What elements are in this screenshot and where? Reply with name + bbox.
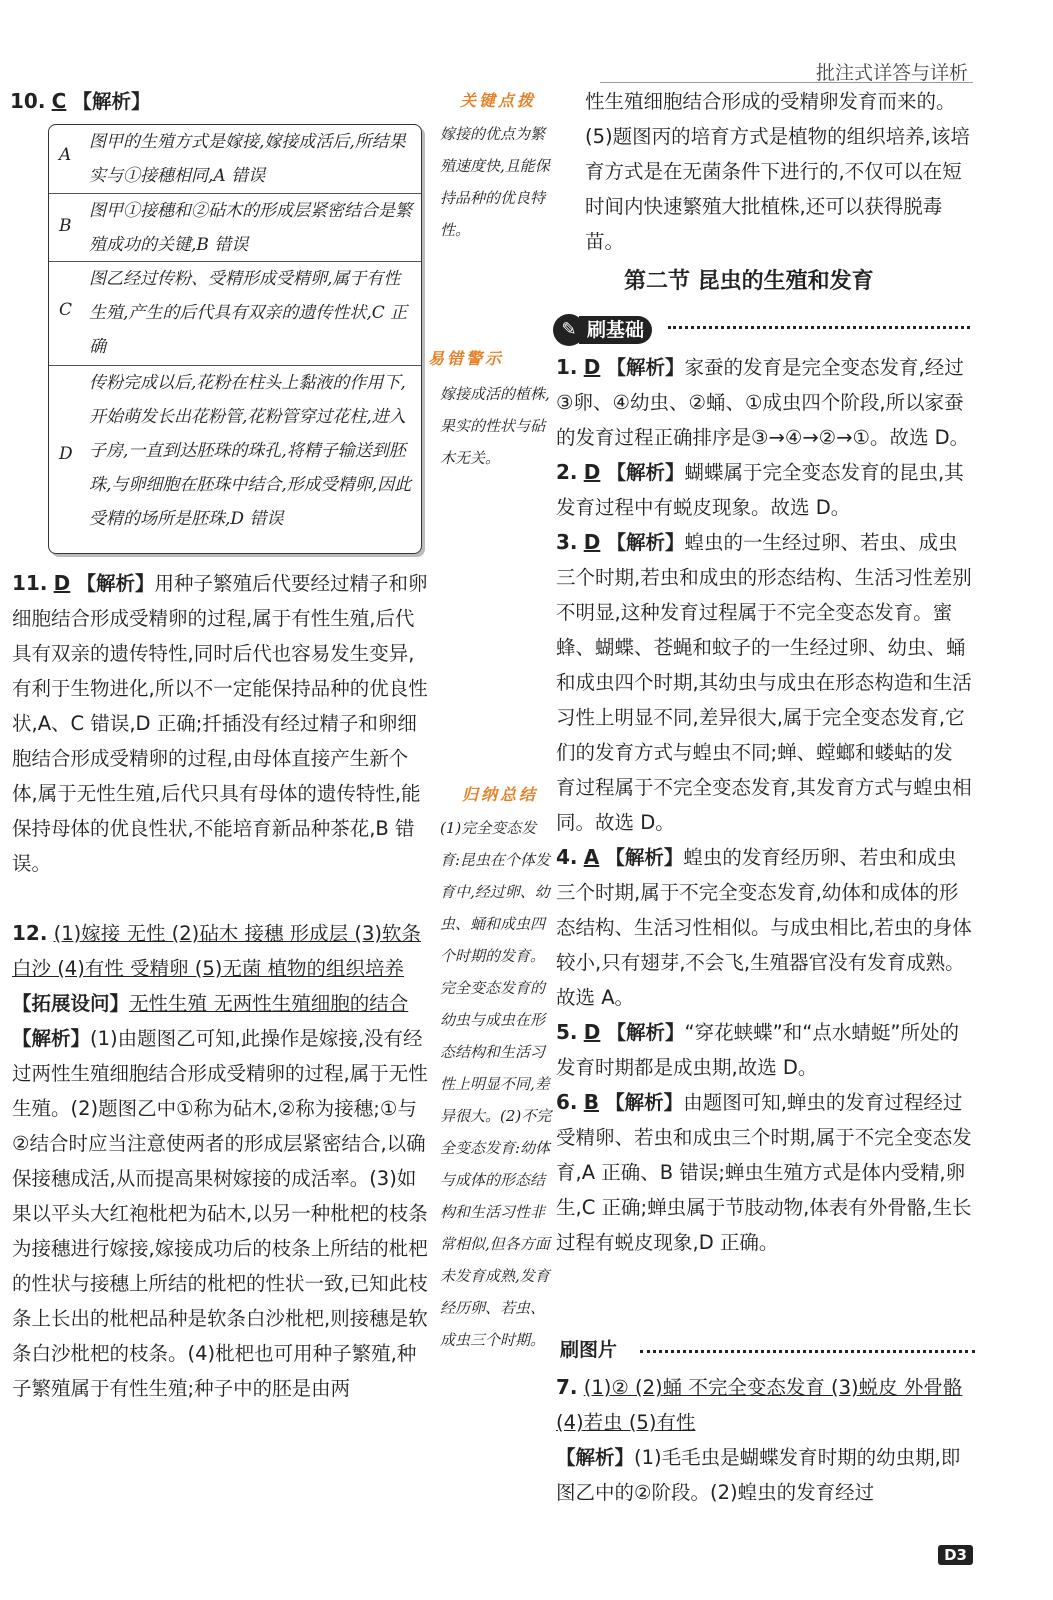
q-number: 6.: [556, 1090, 578, 1114]
q11-text: 用种子繁殖后代要经过精子和卵细胞结合形成受精卵的过程,属于有性生殖,后代具有双亲的遗传特性,同时后代也容易发生变异,有利于生物进化,所以不一定能保持品种的优良性状,A、C 错误,D 正确;扦插没有经过精子和卵细胞结合形成受精卵的过程,由母体直接产生新个体,属于无性生殖,后代只具有母体的遗传特性,能保持母体的优良性状,不能培育新品种茶花,B 错误。: [12, 572, 428, 875]
q12-text: (1)由题图乙可知,此操作是嫁接,没有经过两性生殖细胞结合形成受精卵的过程,属于无性生殖。(2)题图乙中①称为砧木,②称为接穗;①与②结合时应当注意使两者的形成层紧密结合,以确保接穗成活,从而提高果树嫁接的成活率。(3)如果以平头大红袍枇杷为砧木,以另一种枇杷的枝条为接穗进行嫁接,嫁接成功后的枝条上所结的枇杷的性状与接穗上所结的枇杷的性状一致,已知此枝条上长出的枇杷品种是软条白沙枇杷,则接穗是软条白沙枇杷的枝条。(4)枇杷也可用种子繁殖,种子繁殖属于有性生殖;种子中的胚是由两: [12, 1027, 428, 1400]
q-answer: B: [583, 1090, 599, 1114]
q10-row-c: [49, 261, 421, 366]
right-questions: [556, 350, 972, 1260]
q5-block: [556, 1015, 972, 1085]
q1-block: [556, 350, 972, 455]
q12-block: [12, 916, 430, 1406]
q-answer: D: [583, 355, 601, 379]
q12-answer: (1)嫁接 无性 (2)砧木 接穗 形成层 (3)软条白沙 (4)有性 受精卵 (5)无菌 植物的组织培养: [12, 922, 421, 980]
q7-tag: 【解析】: [556, 1446, 635, 1469]
q-tag: 【解析】: [605, 1091, 684, 1114]
q12-extension: 无性生殖 无两性生殖细胞的结合: [129, 992, 409, 1015]
header-rule: [600, 82, 973, 83]
q-text: “穿花蛱蝶”和“点水蜻蜓”所处的发育时期都是成虫期,故选 D。: [556, 1021, 959, 1079]
q-answer: D: [583, 460, 601, 484]
q7-block: [556, 1370, 972, 1510]
badge-shuajichu: [553, 314, 668, 346]
q12-extension-tag: 【拓展设问】: [12, 992, 130, 1015]
page-number: D3: [938, 1545, 973, 1565]
row-label: A: [59, 145, 72, 165]
row-label: B: [59, 216, 72, 236]
q2-block: [556, 455, 972, 525]
q10-row-b: [49, 193, 421, 262]
dotted-rule: [668, 326, 970, 329]
row-label: D: [59, 444, 73, 464]
q-text: 蝴蝶属于完全变态发育的昆虫,其发育过程中有蜕皮现象。故选 D。: [556, 461, 964, 519]
q11-block: [12, 566, 430, 881]
side-note-1-text: 嫁接的优点为繁殖速度快,且能保持品种的优良特性。: [440, 125, 550, 239]
shuatupian-label: 刷图片: [560, 1339, 618, 1361]
q-text: 蝗虫的一生经过卵、若虫、成虫三个时期,若虫和成虫的形态结构、生活习性差别不明显,这种发育过程属于不完全变态发育。蜜蜂、蝴蝶、苍蝇和蚊子的一生经过卵、幼虫、蛹和成虫四个时期,其幼虫与成虫在形态构造和生活习性上明显不同,差异很大,属于完全变态发育,它们的发育方式与蝗虫不同;蝉、螳螂和蝼蛄的发育过程属于不完全变态发育,其发育方式与蝗虫相同。故选 D。: [556, 531, 972, 834]
q10-table: [48, 124, 422, 554]
q7-text: (1)毛毛虫是蝴蝶发育时期的幼虫期,即图乙中的②阶段。(2)蝗虫的发育经过: [556, 1446, 961, 1504]
q11-tag: 【解析】: [76, 572, 155, 595]
q12-tag: 【解析】: [12, 1027, 91, 1050]
q12-number: 12.: [12, 921, 48, 945]
side-note-2-title: 易错警示: [428, 349, 505, 368]
q3-block: [556, 525, 972, 840]
q4-block: [556, 840, 972, 1015]
q-text: 蝗虫的发育经历卵、若虫和成虫三个时期,属于不完全变态发育,幼体和成体的形态结构、生活习性相似。与成虫相比,若虫的身体较小,只有翅芽,不会飞,生殖器官没有发育成熟。故选 A。: [556, 846, 972, 1009]
pen-icon: ✎: [553, 314, 585, 346]
q-number: 3.: [556, 530, 578, 554]
q-text: 家蚕的发育是完全变态发育,经过③卵、④幼虫、②蛹、①成虫四个阶段,所以家蚕的发育过程正确排序是③→④→②→①。故选 D。: [556, 356, 970, 449]
q11-answer: D: [53, 571, 71, 595]
row-text: 图乙经过传粉、受精形成受精卵,属于有性生殖,产生的后代具有双亲的遗传性状,C 正确: [89, 269, 408, 357]
q-tag: 【解析】: [606, 1021, 685, 1044]
side-note-3-text: (1)完全变态发育:昆虫在个体发育中,经过卵、幼虫、蛹和成虫四个时期的发育。完全变态发育的幼虫与成虫在形态结构和生活习性上明显不同,差异很大。(2)不完全变态发育:幼体与成体的形态结构和生活习性非常相似,但各方面未发育成熟,发育经历卵、若虫、成虫三个时期。: [440, 819, 552, 1349]
q10-heading: [10, 84, 151, 119]
q10-answer: C: [51, 89, 67, 113]
running-header: 批注式详答与详析: [815, 62, 968, 84]
q10-number: 10.: [10, 89, 46, 113]
row-text: 图甲①接穗和②砧木的形成层紧密结合是繁殖成功的关键,B 错误: [89, 201, 412, 255]
q7-number: 7.: [556, 1375, 578, 1399]
badge-label: 刷基础: [579, 316, 652, 344]
q-number: 5.: [556, 1020, 578, 1044]
q11-number: 11.: [12, 571, 48, 595]
q-number: 1.: [556, 355, 578, 379]
row-label: C: [59, 300, 73, 320]
side-note-2-text: 嫁接成活的植株,果实的性状与砧木无关。: [440, 385, 550, 467]
q-tag: 【解析】: [605, 846, 684, 869]
row-text: 图甲的生殖方式是嫁接,嫁接成活后,所结果实与①接穗相同,A 错误: [89, 132, 406, 186]
q-text: 由题图可知,蝉虫的发育过程经过受精卵、若虫和成虫三个时期,属于不完全变态发育,A 正确、B 错误;蝉虫生殖方式是体内受精,卵生,C 正确;蝉虫属于节肢动物,体表有外骨骼,生长过程有蜕皮现象,D 正确。: [556, 1091, 972, 1254]
dotted-rule-2: [640, 1350, 975, 1353]
q-tag: 【解析】: [606, 531, 685, 554]
q7-answer: (1)② (2)蛹 不完全变态发育 (3)蜕皮 外骨骼 (4)若虫 (5)有性: [556, 1376, 963, 1434]
row-text: 传粉完成以后,花粉在柱头上黏液的作用下,开始萌发长出花粉管,花粉管穿过花柱,进入子房,一直到达胚珠的珠孔,将精子输送到胚珠,与卵细胞在胚珠中结合,形成受精卵,因此受精的场所是胚珠,D 错误: [89, 373, 412, 529]
side-note-1-title: 关键点拨: [460, 91, 537, 110]
q-number: 2.: [556, 460, 578, 484]
right-top-continuation: 性生殖细胞结合形成的受精卵发育而来的。(5)题图丙的培育方式是植物的组织培养,该培育方式是在无菌条件下进行的,不仅可以在短时间内快速繁殖大批植株,还可以获得脱毒苗。: [585, 90, 970, 253]
q-answer: A: [583, 845, 600, 869]
section-title: 第二节 昆虫的生殖和发育: [624, 269, 874, 294]
q10-tag: 【解析】: [72, 90, 151, 113]
q-tag: 【解析】: [606, 356, 685, 379]
q-answer: D: [583, 530, 601, 554]
q-answer: D: [583, 1020, 601, 1044]
side-note-3-title: 归纳总结: [462, 785, 539, 804]
q10-row-d: [49, 365, 421, 554]
q-number: 4.: [556, 845, 578, 869]
q-tag: 【解析】: [606, 461, 685, 484]
q6-block: [556, 1085, 972, 1260]
q10-row-a: [49, 125, 421, 193]
